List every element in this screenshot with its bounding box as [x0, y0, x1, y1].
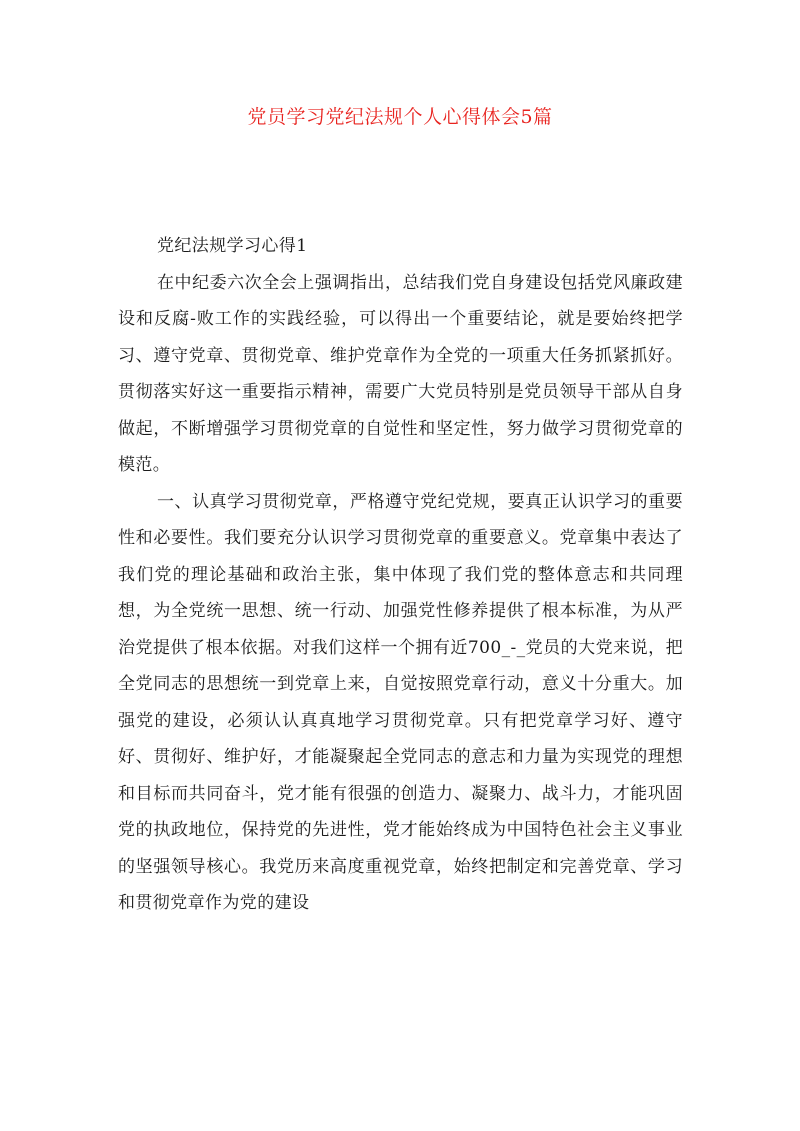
paragraph-2: 一、认真学习贯彻党章，严格遵守党纪党规，要真正认识学习的重要性和必要性。我们要充分认识学习贯彻党章的重要意义。党章集中表达了我们党的理论基础和政治主张，集中体现了我们党的整体意志和共同理想，为全党统一思想、统一行动、加强党性修养提供了根本标准，为从严治党提供了根本依据。对我们这样一个拥有近700_-_党员的大党来说，把全党同志的思想统一到党章上来，自觉按照党章行动，意义十分重大。加强党的建设，必须认认真真地学习贯彻党章。只有把党章学习好、遵守好、贯彻好、维护好，才能凝聚起全党同志的意志和力量为实现党的理想和目标而共同奋斗，党才能有很强的创造力、凝聚力、战斗力，才能巩固党的执政地位，保持党的先进性，党才能始终成为中国特色社会主义事业的坚强领导核心。我党历来高度重视党章，始终把制定和完善党章、学习和贯彻党章作为党的建设	[118, 491, 683, 913]
section-heading: 党纪法规学习心得1	[157, 236, 308, 256]
document-title: 党员学习党纪法规个人心得体会5篇	[247, 106, 553, 128]
document-body	[118, 228, 683, 922]
paragraph-1: 在中纪委六次全会上强调指出，总结我们党自身建设包括党风廉政建设和反腐-败工作的实践经验，可以得出一个重要结论，就是要始终把学习、遵守党章、贯彻党章、维护党章作为全党的一项重大任务抓紧抓好。贯彻落实好这一重要指示精神，需要广大党员特别是党员领导干部从自身做起，不断增强学习贯彻党章的自觉性和坚定性，努力做学习贯彻党章的模范。	[118, 272, 683, 475]
